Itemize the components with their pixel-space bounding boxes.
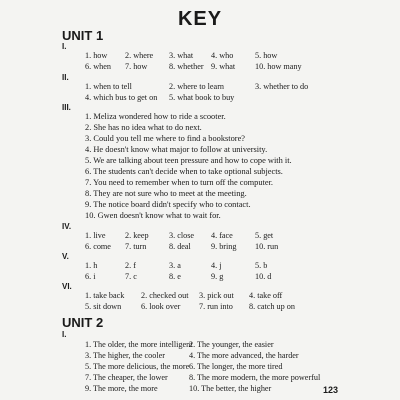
answer: 6. come <box>85 242 111 251</box>
answer: 10. run <box>255 242 279 251</box>
answer: 9. g <box>211 272 224 281</box>
answer-line: 4. He doesn't know what major to follow at university. <box>85 145 268 154</box>
answer: 9. The more, the more <box>85 384 158 393</box>
answer-line: 5. We are talking about teen pressure and how to cope with it. <box>85 156 292 165</box>
answer: 1. live <box>85 231 106 240</box>
page-title: KEY <box>177 8 223 30</box>
answer: 6. i <box>85 272 96 281</box>
answer: 7. c <box>125 272 137 281</box>
answer: 3. what <box>169 51 194 60</box>
answer-line: 6. The students can't decide when to take optional subjects. <box>85 167 283 176</box>
unit-1-section-v-label: V. <box>62 252 69 261</box>
answer: 4. j <box>211 261 222 270</box>
unit-1-heading: UNIT 1 <box>62 28 104 43</box>
answer: 6. The longer, the more tired <box>189 362 283 371</box>
answer: 5. b <box>255 261 268 270</box>
answer: 3. close <box>169 231 195 240</box>
answer: 3. The higher, the cooler <box>85 351 166 360</box>
answer: 2. where <box>125 51 154 60</box>
answer-line: 1. Meliza wondered how to ride a scooter. <box>85 112 226 121</box>
answer: 2. The younger, the easier <box>189 340 274 349</box>
unit-1-section-iv-label: IV. <box>62 222 72 231</box>
answer: 4. The more advanced, the harder <box>189 351 299 360</box>
answer: 10. how many <box>255 62 302 71</box>
answer: 4. who <box>211 51 234 60</box>
answer: 8. whether <box>169 62 204 71</box>
unit-1-section-vi-label: VI. <box>62 282 72 291</box>
answer: 10. d <box>255 272 272 281</box>
answer: 7. run into <box>199 302 233 311</box>
answer-line: 7. You need to remember when to turn off the computer. <box>85 178 274 187</box>
answer-line: 9. The notice board didn't specify who to contact. <box>85 200 251 209</box>
answer: 7. The cheaper, the lower <box>85 373 168 382</box>
unit-1-section-ii-label: II. <box>62 73 69 82</box>
answer: 6. look over <box>141 302 181 311</box>
answer: 5. get <box>255 231 274 240</box>
answer: 3. whether to do <box>255 82 309 91</box>
answer: 4. which bus to get on <box>85 93 158 102</box>
answer: 5. sit down <box>85 302 122 311</box>
answer: 1. The older, the more intelligent <box>85 340 193 349</box>
answer: 2. f <box>125 261 136 270</box>
answer: 1. h <box>85 261 98 270</box>
answer: 5. what book to buy <box>169 93 235 102</box>
answer-line: 8. They are not sure who to meet at the meeting. <box>85 189 247 198</box>
answer: 8. catch up on <box>249 302 295 311</box>
answer: 3. pick out <box>199 291 234 300</box>
answer: 7. turn <box>125 242 147 251</box>
unit-1-section-i-label: I. <box>62 42 67 51</box>
answer: 8. deal <box>169 242 191 251</box>
answer: 5. how <box>255 51 278 60</box>
answer: 3. a <box>169 261 181 270</box>
answer: 7. how <box>125 62 148 71</box>
unit-2-heading: UNIT 2 <box>62 315 104 330</box>
answer: 1. how <box>85 51 108 60</box>
answer: 8. e <box>169 272 181 281</box>
answer: 8. The more modern, the more powerful <box>189 373 321 382</box>
unit-1-section-iii-label: III. <box>62 103 71 112</box>
answer: 5. The more delicious, the more <box>85 362 190 371</box>
answer: 2. keep <box>125 231 149 240</box>
answer: 9. bring <box>211 242 237 251</box>
unit-2-section-i-label: I. <box>62 330 67 339</box>
page-number: 123 <box>322 385 338 395</box>
answer-line: 2. She has no idea what to do next. <box>85 123 202 132</box>
answer: 1. take back <box>85 291 125 300</box>
answer-line: 10. Gwen doesn't know what to wait for. <box>85 211 221 220</box>
answer: 2. checked out <box>141 291 189 300</box>
answer: 4. face <box>211 231 233 240</box>
answer: 1. when to tell <box>85 82 132 91</box>
answer-line: 3. Could you tell me where to find a bookstore? <box>85 134 246 143</box>
answer: 6. when <box>85 62 111 71</box>
answer: 4. take off <box>249 291 283 300</box>
answer: 9. what <box>211 62 236 71</box>
answer: 10. The better, the higher <box>189 384 272 393</box>
answer: 2. where to learn <box>169 82 225 91</box>
